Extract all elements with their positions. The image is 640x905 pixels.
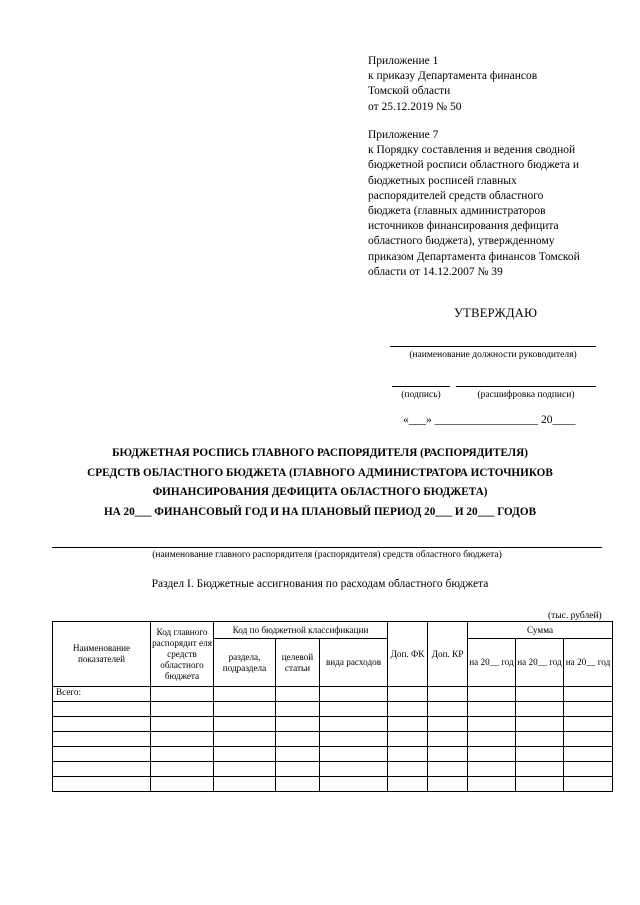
distributor-caption: (наименование главного распорядителя (распорядителя) средств областного бюджета) bbox=[152, 550, 502, 560]
title-line: ФИНАНСИРОВАНИЯ ДЕФИЦИТА ОБЛАСТНОГО БЮДЖЕТА) bbox=[152, 486, 488, 498]
table-cell bbox=[53, 732, 151, 747]
table-cell bbox=[151, 702, 214, 717]
table-cell bbox=[388, 687, 428, 702]
table-cell bbox=[151, 717, 214, 732]
table-cell bbox=[53, 717, 151, 732]
signature-caption: (подпись) bbox=[401, 390, 441, 400]
table-cell bbox=[53, 702, 151, 717]
approval-heading: УТВЕРЖДАЮ bbox=[454, 306, 538, 320]
appendix-1-block bbox=[368, 54, 618, 115]
table-cell bbox=[151, 777, 214, 792]
table-cell bbox=[214, 687, 276, 702]
header-year-1: на 20__ год bbox=[468, 639, 516, 687]
appendix-1-line: к приказу Департамента финансов bbox=[368, 70, 538, 83]
table-cell bbox=[53, 747, 151, 762]
appendix-7-line: источников финансирования дефицита bbox=[368, 220, 559, 233]
table-cell bbox=[320, 687, 388, 702]
header-classification: Код по бюджетной классификации bbox=[214, 622, 388, 639]
appendix-7-line: приказом Департамента финансов Томской bbox=[368, 250, 580, 263]
table-cell bbox=[564, 717, 613, 732]
table-cell bbox=[388, 702, 428, 717]
header-name: Наименование показателей bbox=[53, 622, 151, 687]
table-cell bbox=[564, 702, 613, 717]
header-type: вида расходов bbox=[320, 639, 388, 687]
table-cell bbox=[276, 687, 320, 702]
table-cell bbox=[388, 747, 428, 762]
total-label: Всего: bbox=[53, 687, 151, 702]
table-cell bbox=[468, 762, 516, 777]
units-label: (тыс. рублей) bbox=[548, 611, 602, 621]
table-cell bbox=[53, 777, 151, 792]
appendix-7-line: бюджетной росписи областного бюджета и bbox=[368, 159, 580, 172]
table-cell bbox=[428, 687, 468, 702]
table-cell bbox=[516, 762, 564, 777]
table-row bbox=[53, 702, 613, 717]
header-section: раздела, подраздела bbox=[214, 639, 276, 687]
table-row bbox=[53, 762, 613, 777]
table-cell bbox=[320, 762, 388, 777]
table-cell bbox=[388, 762, 428, 777]
table-row bbox=[53, 777, 613, 792]
header-year-3: на 20__ год bbox=[564, 639, 613, 687]
table-cell bbox=[151, 762, 214, 777]
table-cell bbox=[276, 702, 320, 717]
decryption-caption: (расшифровка подписи) bbox=[477, 390, 575, 400]
appendix-7-line: Приложение 7 bbox=[368, 129, 439, 141]
table-cell bbox=[468, 702, 516, 717]
table-cell bbox=[564, 777, 613, 792]
document-title bbox=[40, 444, 600, 522]
table-cell bbox=[53, 762, 151, 777]
table-cell bbox=[516, 777, 564, 792]
header-target: целевой статьи bbox=[276, 639, 320, 687]
table-cell bbox=[320, 777, 388, 792]
appendix-7-line: бюджета (главных администраторов bbox=[368, 205, 546, 218]
table-cell bbox=[320, 747, 388, 762]
table-cell bbox=[428, 762, 468, 777]
table-cell bbox=[276, 777, 320, 792]
appendix-7-line: распорядителей средств областного bbox=[368, 189, 544, 202]
table-cell bbox=[468, 687, 516, 702]
table-row bbox=[53, 687, 613, 702]
appendix-1-line: от 25.12.2019 № 50 bbox=[368, 100, 462, 113]
position-line bbox=[390, 346, 596, 347]
header-fk: Доп. ФК bbox=[388, 622, 428, 687]
table-cell bbox=[516, 702, 564, 717]
table-cell bbox=[214, 732, 276, 747]
table-cell bbox=[320, 717, 388, 732]
table-cell bbox=[320, 732, 388, 747]
table-cell bbox=[468, 717, 516, 732]
table-cell bbox=[214, 747, 276, 762]
table-cell bbox=[214, 702, 276, 717]
table-cell bbox=[151, 732, 214, 747]
table-cell bbox=[564, 732, 613, 747]
table-cell bbox=[320, 702, 388, 717]
table-cell bbox=[516, 732, 564, 747]
title-line: СРЕДСТВ ОБЛАСТНОГО БЮДЖЕТА (ГЛАВНОГО АДМИНИСТРАТОРА ИСТОЧНИКОВ bbox=[87, 466, 553, 479]
table-cell bbox=[516, 747, 564, 762]
table-cell bbox=[564, 747, 613, 762]
section-title: Раздел I. Бюджетные ассигнования по расходам областного бюджета bbox=[151, 578, 489, 590]
table-cell bbox=[214, 777, 276, 792]
appendix-7-line: к Порядку составления и ведения сводной bbox=[368, 144, 576, 157]
table-cell bbox=[276, 717, 320, 732]
table-cell bbox=[214, 717, 276, 732]
approval-date-line: «___» __________________ 20____ bbox=[403, 414, 576, 426]
header-code: Код главного распорядит еля средств областного бюджета bbox=[151, 622, 214, 687]
table-cell bbox=[564, 687, 613, 702]
title-line: БЮДЖЕТНАЯ РОСПИСЬ ГЛАВНОГО РАСПОРЯДИТЕЛЯ (РАСПОРЯДИТЕЛЯ) bbox=[112, 447, 528, 459]
table-cell bbox=[428, 702, 468, 717]
table-row bbox=[53, 747, 613, 762]
table-cell bbox=[428, 747, 468, 762]
distributor-line bbox=[52, 547, 602, 548]
table-cell bbox=[388, 732, 428, 747]
table-cell bbox=[428, 717, 468, 732]
title-line: НА 20___ ФИНАНСОВЫЙ ГОД И НА ПЛАНОВЫЙ ПЕРИОД 20___ И 20___ ГОДОВ bbox=[103, 505, 537, 518]
table-cell bbox=[468, 777, 516, 792]
table-cell bbox=[388, 777, 428, 792]
appendix-1-line: Приложение 1 bbox=[368, 55, 439, 67]
header-kr: Доп. КР bbox=[428, 622, 468, 687]
appendix-7-line: области от 14.12.2007 № 39 bbox=[368, 265, 503, 278]
table-cell bbox=[468, 747, 516, 762]
table-cell bbox=[468, 732, 516, 747]
table-row bbox=[53, 717, 613, 732]
table-cell bbox=[276, 762, 320, 777]
appendix-1-line: Томской области bbox=[368, 85, 451, 98]
table-cell bbox=[516, 687, 564, 702]
decryption-line bbox=[456, 386, 596, 387]
table-cell bbox=[276, 732, 320, 747]
table-cell bbox=[516, 717, 564, 732]
appendix-7-line: областного бюджета), утвержденному bbox=[368, 235, 555, 248]
header-year-2: на 20__ год bbox=[516, 639, 564, 687]
signature-line bbox=[392, 386, 450, 387]
appendix-7-block bbox=[368, 128, 618, 280]
appendix-7-line: бюджетных росписей главных bbox=[368, 174, 517, 187]
header-sum: Сумма bbox=[468, 622, 613, 639]
table-cell bbox=[428, 777, 468, 792]
budget-table bbox=[52, 621, 613, 792]
table-cell bbox=[151, 747, 214, 762]
table-cell bbox=[428, 732, 468, 747]
table-cell bbox=[276, 747, 320, 762]
table-cell bbox=[151, 687, 214, 702]
table-cell bbox=[388, 717, 428, 732]
table-cell bbox=[214, 762, 276, 777]
table-cell bbox=[564, 762, 613, 777]
position-caption: (наименование должности руководителя) bbox=[409, 350, 577, 360]
table-row bbox=[53, 732, 613, 747]
